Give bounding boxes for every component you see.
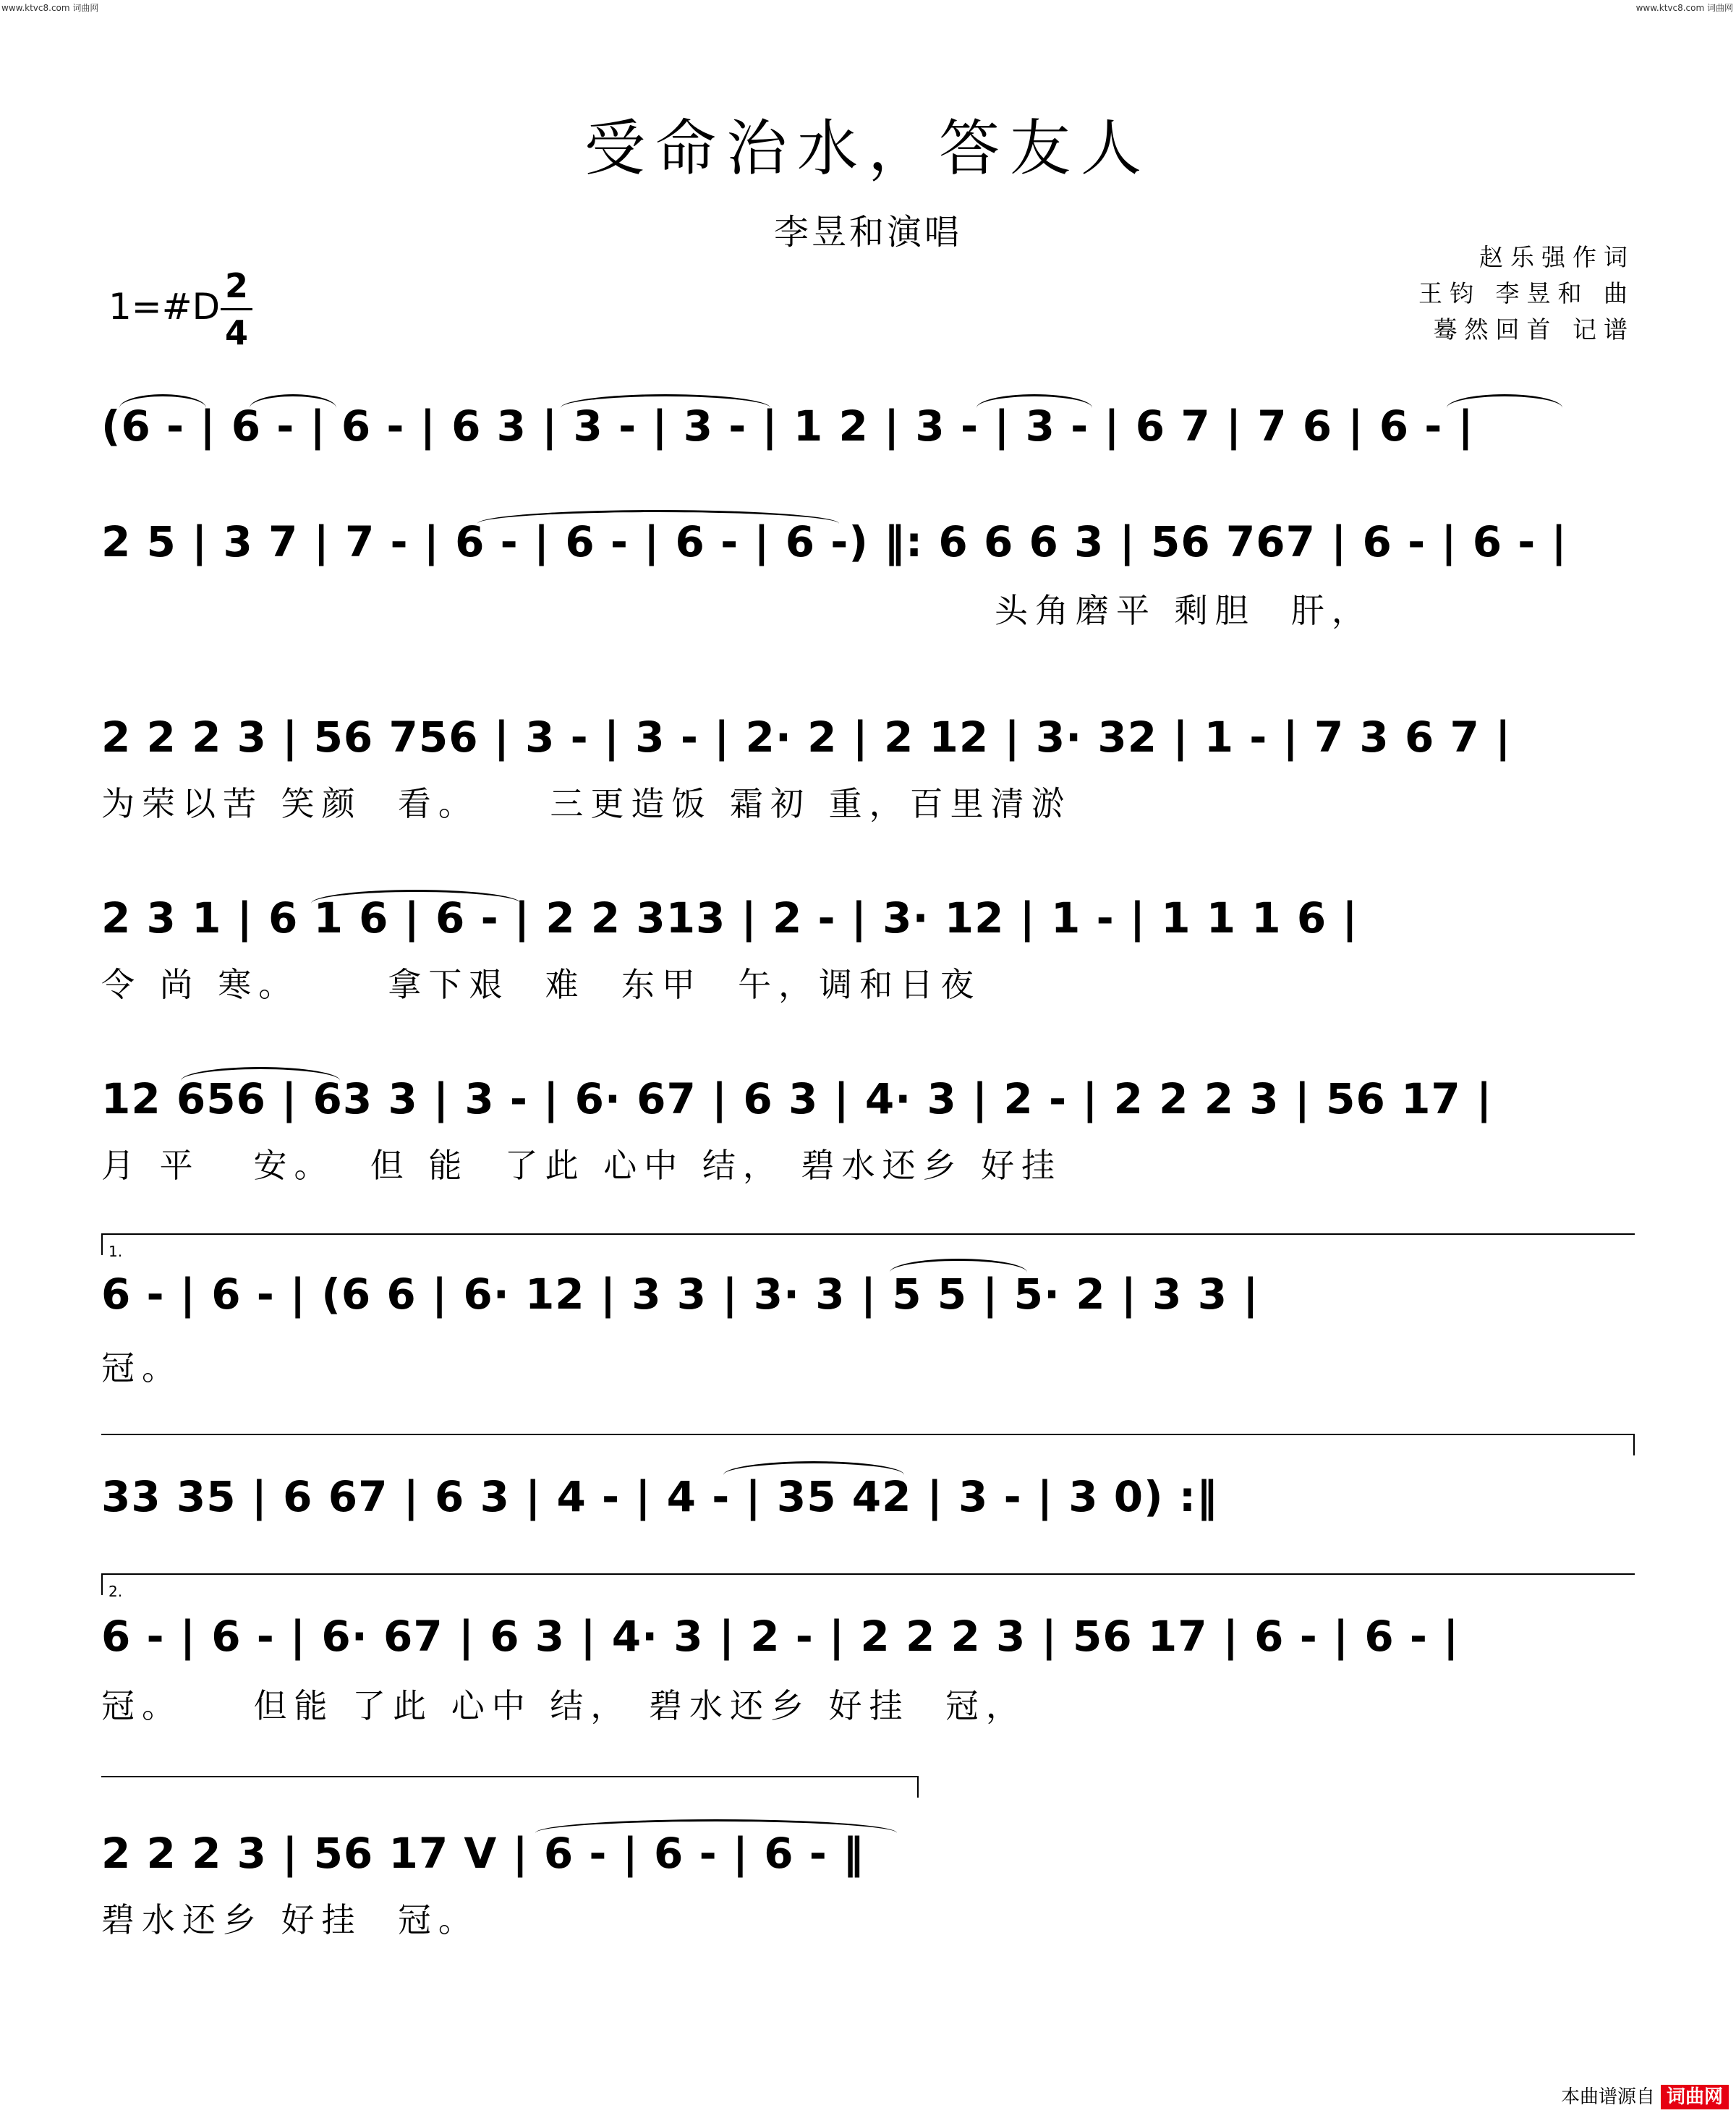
slur-mark — [535, 1819, 897, 1833]
footer-text: 本曲谱源自 — [1560, 2086, 1655, 2108]
lyrics-line-6: 冠。 — [101, 1348, 182, 1387]
lyrics-line-8: 冠。 但能 了此 心中 结， 碧水还乡 好挂 冠， — [101, 1686, 1026, 1725]
key-signature: 1=#D — [109, 286, 221, 328]
lyrics-line-2: 头角磨平 剩胆 肝， — [995, 591, 1372, 630]
song-subtitle: 李昱和演唱 — [773, 212, 962, 252]
notation-line-4: 2 3 1 | 6 1 6 | 6 - | 2 2 313 | 2 - | 3· 12 | 1 - | 1 1 1 6 | — [101, 893, 1358, 943]
notation-line-2: 2 5 | 3 7 | 7 - | 6 - | 6 - | 6 - | 6 -) ‖: 6 6 6 3 | 56 767 | 6 - | 6 - | — [101, 517, 1567, 566]
source-footer — [1561, 2082, 1729, 2109]
slur-mark — [181, 1067, 340, 1081]
notation-line-9: 2 2 2 3 | 56 17 V | 6 - | 6 - | 6 - ‖ — [101, 1829, 865, 1878]
slur-mark — [311, 890, 521, 904]
site-tag-left: www.ktvc8.com 词曲网 — [1, 3, 99, 13]
slur-mark — [977, 394, 1092, 408]
volta-2-rule — [101, 1573, 1635, 1575]
notation-line-5: 12 656 | 63 3 | 3 - | 6· 67 | 6 3 | 4· 3 | 2 - | 2 2 2 3 | 56 17 | — [101, 1074, 1493, 1123]
slur-mark — [723, 1461, 904, 1475]
slur-mark — [119, 394, 206, 408]
time-bottom: 4 — [224, 313, 248, 352]
slur-mark — [477, 510, 839, 524]
volta-2-start — [101, 1573, 103, 1595]
volta-2-label: 2. — [109, 1583, 123, 1600]
footer-brand[interactable]: 词曲网 — [1661, 2085, 1729, 2109]
notation-line-8: 6 - | 6 - | 6· 67 | 6 3 | 4· 3 | 2 - | 2 2 2 3 | 56 17 | 6 - | 6 - | — [101, 1612, 1460, 1661]
volta-1-label: 1. — [109, 1243, 123, 1260]
credit-transcriber: 蓦然回首 记谱 — [1433, 315, 1635, 344]
slur-mark — [250, 394, 336, 408]
volta-1-rule — [101, 1233, 1635, 1235]
volta-1-start — [101, 1233, 103, 1255]
slur-mark — [890, 1259, 1027, 1272]
notation-line-1: (6 - | 6 - | 6 - | 6 3 | 3 - | 3 - | 1 2 | 3 - | 3 - | 6 7 | 7 6 | 6 - | — [101, 401, 1474, 451]
volta-1-end — [1633, 1434, 1635, 1455]
volta-2-rule-2 — [101, 1776, 919, 1777]
notation-line-7: 33 35 | 6 67 | 6 3 | 4 - | 4 - | 35 42 | 3 - | 3 0) :‖ — [101, 1472, 1219, 1521]
slur-mark — [1447, 394, 1562, 408]
time-top: 2 — [224, 266, 248, 305]
site-tag-right: www.ktvc8.com 词曲网 — [1635, 3, 1733, 13]
lyrics-line-5: 月 平 安。 但 能 了此 心中 结， 碧水还乡 好挂 — [101, 1146, 1063, 1185]
notation-line-6: 6 - | 6 - | (6 6 | 6· 12 | 3 3 | 3· 3 | 5 5 | 5· 2 | 3 3 | — [101, 1270, 1259, 1319]
credit-composer: 王钧 李昱和 曲 — [1418, 279, 1635, 307]
volta-2-end — [917, 1776, 919, 1798]
time-signature — [221, 266, 252, 352]
lyrics-line-3: 为荣以苦 笑颜 看。 三更造饭 霜初 重，百里清淤 — [101, 784, 1072, 823]
slur-mark — [561, 394, 770, 408]
notation-line-3: 2 2 2 3 | 56 756 | 3 - | 3 - | 2· 2 | 2 12 | 3· 32 | 1 - | 7 3 6 7 | — [101, 713, 1512, 762]
song-title: 受命治水，答友人 — [584, 113, 1152, 184]
lyrics-line-4: 令 尚 寒。 拿下艰 难 东甲 午，调和日夜 — [101, 965, 982, 1004]
volta-1-rule-2 — [101, 1434, 1635, 1435]
credit-lyricist: 赵乐强作词 — [1479, 243, 1635, 271]
lyrics-line-9: 碧水还乡 好挂 冠。 — [101, 1900, 479, 1939]
